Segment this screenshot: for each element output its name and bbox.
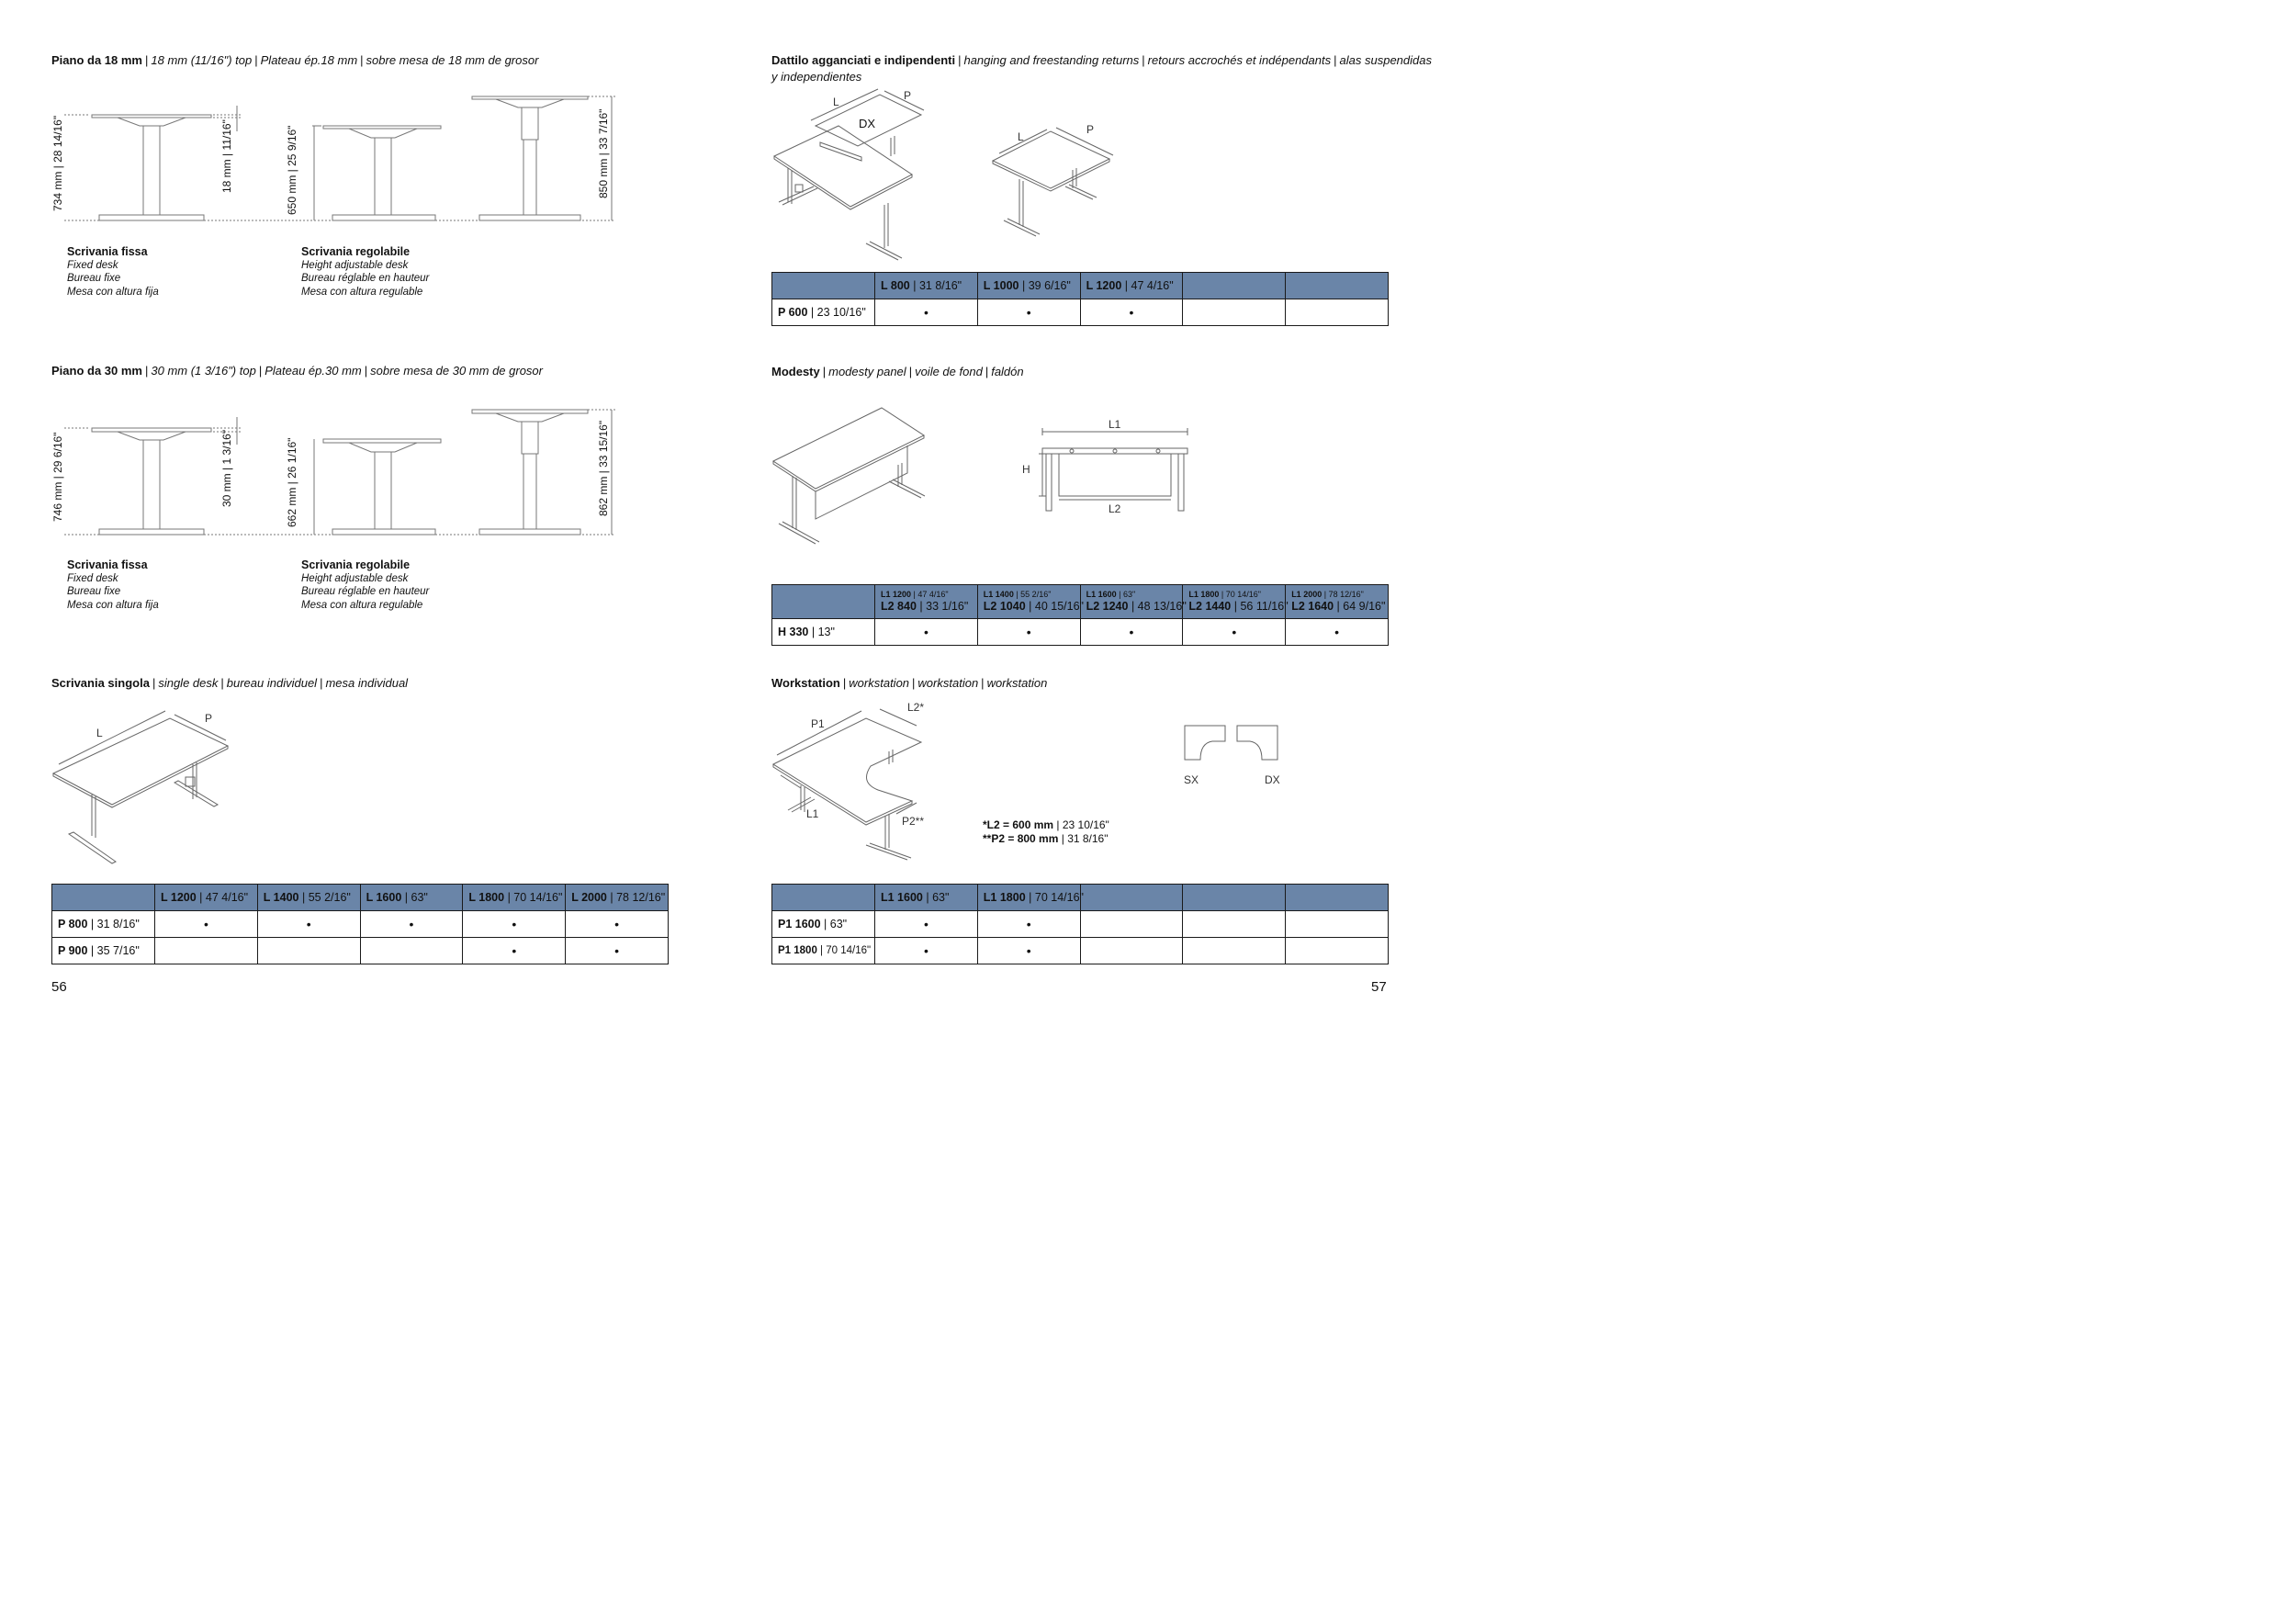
table-header-row <box>772 273 1389 299</box>
table-cell <box>1286 299 1389 326</box>
ws-label-L1: L1 <box>806 807 819 820</box>
desk-elevation-30mm-drawing <box>46 404 625 542</box>
section-title-workstation: Workstation | workstation | workstation | workstation <box>771 676 1048 690</box>
single-desk-label-L: L <box>96 727 103 739</box>
table-cell <box>1183 911 1286 938</box>
workstation-drawing <box>770 698 944 868</box>
caption-adjustable-desk-30: Scrivania regolabile Height adjustable desk Bureau réglable en hauteur Mesa con altura regulable <box>301 558 430 611</box>
table-cell: • <box>977 938 1080 964</box>
table-cell: • <box>1080 619 1183 646</box>
table-cell: • <box>875 619 978 646</box>
caption-adjustable-desk: Scrivania regolabile Height adjustable desk Bureau réglable en hauteur Mesa con altura regulable <box>301 245 430 298</box>
row-header: P 800 | 31 8/16" <box>52 911 155 938</box>
table-row <box>772 299 1389 326</box>
col-header: L 1000 | 39 6/16" <box>977 273 1080 299</box>
col-header: L1 1600 | 63" L2 1240 | 48 13/16" <box>1080 585 1183 619</box>
table-header-row <box>52 885 669 911</box>
col-header-empty <box>1286 273 1389 299</box>
orientation-sx-shape <box>1185 726 1225 760</box>
desk-elevation-18mm-drawing <box>46 87 625 234</box>
note-l2: *L2 = 600 mm | 23 10/16" <box>983 818 1109 831</box>
section-title-returns: Dattilo agganciati e indipendenti | hanging and freestanding returns | retours accrochés et indépendants | alas suspendidas <box>771 53 1432 67</box>
ws-label-DX: DX <box>1265 773 1280 786</box>
caption-fixed-desk: Scrivania fissa Fixed desk Bureau fixe Mesa con altura fija <box>67 245 159 298</box>
table-cell <box>1183 299 1286 326</box>
section-title-single-desk: Scrivania singola | single desk | bureau individuel | mesa individual <box>51 676 409 690</box>
col-header-empty <box>1080 885 1183 911</box>
ws-label-L2: L2* <box>907 701 925 714</box>
workstation-orientation-drawing <box>1180 721 1286 790</box>
col-header-empty <box>1183 273 1286 299</box>
row-header: P 600 | 23 10/16" <box>772 299 875 326</box>
page-number-left: 56 <box>51 979 67 995</box>
col-header: L 1200 | 47 4/16" <box>1080 273 1183 299</box>
table-cell <box>1183 938 1286 964</box>
returns-table <box>771 272 1389 326</box>
col-header: L1 1600 | 63" <box>875 885 978 911</box>
orientation-dx-shape <box>1237 726 1277 760</box>
table-row <box>52 911 669 938</box>
table-cell: • <box>463 938 566 964</box>
section-title-modesty: Modesty | modesty panel | voile de fond | faldón <box>771 365 1024 378</box>
returns-label-P: P <box>904 89 912 102</box>
col-header: L1 1200 | 47 4/16" L2 840 | 33 1/16" <box>875 585 978 619</box>
row-header: P 900 | 35 7/16" <box>52 938 155 964</box>
table-cell: • <box>463 911 566 938</box>
workstation-notes <box>983 818 1109 846</box>
table-cell <box>1080 938 1183 964</box>
row-header: P1 1800 | 70 14/16" <box>772 938 875 964</box>
dim-top-thickness-30: 30 mm | 1 3/16" <box>220 429 233 507</box>
dim-adj-min: 650 mm | 25 9/16" <box>286 125 298 215</box>
table-cell: • <box>257 911 360 938</box>
single-desk-label-P: P <box>205 712 213 725</box>
table-cell: • <box>566 911 669 938</box>
table-cell <box>360 938 463 964</box>
modesty-label-L1: L1 <box>1109 418 1121 431</box>
table-cell <box>155 938 258 964</box>
single-desk-drawing <box>46 707 248 868</box>
table-cell: • <box>875 911 978 938</box>
row-header: H 330 | 13" <box>772 619 875 646</box>
caption-fixed-desk-30: Scrivania fissa Fixed desk Bureau fixe Mesa con altura fija <box>67 558 159 611</box>
table-cell: • <box>1080 299 1183 326</box>
returns-label-L: L <box>833 96 839 108</box>
table-cell <box>1080 911 1183 938</box>
returns-free-label-P: P <box>1086 123 1095 136</box>
table-cell: • <box>1286 619 1389 646</box>
page-number-right: 57 <box>1371 979 1387 995</box>
modesty-label-L2: L2 <box>1109 502 1121 515</box>
section-title-30mm: Piano da 30 mm | 30 mm (1 3/16") top | Plateau ép.30 mm | sobre mesa de 30 mm de grosor <box>51 364 543 378</box>
table-row <box>52 938 669 964</box>
returns-free-label-L: L <box>1018 130 1024 143</box>
dim-adj-max: 850 mm | 33 7/16" <box>597 108 610 198</box>
table-cell: • <box>566 938 669 964</box>
table-cell: • <box>977 911 1080 938</box>
returns-label-DX: DX <box>859 117 876 130</box>
modesty-desk-drawing <box>770 404 935 551</box>
table-row <box>772 911 1389 938</box>
row-header: P1 1600 | 63" <box>772 911 875 938</box>
col-header: L 1400 | 55 2/16" <box>257 885 360 911</box>
col-header: L1 1800 | 70 14/16" <box>977 885 1080 911</box>
col-header: L 1200 | 47 4/16" <box>155 885 258 911</box>
note-p2: **P2 = 800 mm | 31 8/16" <box>983 832 1109 845</box>
table-header-row <box>772 585 1389 619</box>
table-row <box>772 619 1389 646</box>
col-header-empty <box>1183 885 1286 911</box>
table-cell: • <box>875 299 978 326</box>
col-header: L 2000 | 78 12/16" <box>566 885 669 911</box>
section-title-18mm: Piano da 18 mm | 18 mm (11/16") top | Plateau ép.18 mm | sobre mesa de 18 mm de grosor <box>51 53 539 67</box>
table-cell: • <box>875 938 978 964</box>
ws-label-P1: P1 <box>811 717 825 730</box>
dim-adj-min-30: 662 mm | 26 1/16" <box>286 437 298 527</box>
col-header: L 1600 | 63" <box>360 885 463 911</box>
table-cell: • <box>360 911 463 938</box>
ws-label-P2: P2** <box>902 815 925 828</box>
modesty-label-H: H <box>1022 463 1030 476</box>
col-header: L 800 | 31 8/16" <box>875 273 978 299</box>
col-header-empty <box>1286 885 1389 911</box>
dim-top-thickness: 18 mm | 11/16" <box>220 119 233 193</box>
col-header: L1 2000 | 78 12/16" L2 1640 | 64 9/16" <box>1286 585 1389 619</box>
dim-adj-max-30: 862 mm | 33 15/16" <box>597 420 610 516</box>
table-cell <box>1286 938 1389 964</box>
workstation-table <box>771 884 1389 964</box>
table-header-row <box>772 885 1389 911</box>
dim-fixed-height: 734 mm | 28 14/16" <box>51 115 64 211</box>
col-header: L1 1800 | 70 14/16" L2 1440 | 56 11/16" <box>1183 585 1286 619</box>
col-header: L 1800 | 70 14/16" <box>463 885 566 911</box>
modesty-table <box>771 584 1389 646</box>
table-row <box>772 938 1389 964</box>
returns-drawing <box>770 87 1137 266</box>
table-cell: • <box>977 299 1080 326</box>
section-subtitle-returns: y independientes <box>771 70 862 84</box>
table-cell: • <box>1183 619 1286 646</box>
ws-label-SX: SX <box>1184 773 1199 786</box>
table-cell: • <box>977 619 1080 646</box>
table-cell <box>1286 911 1389 938</box>
col-header: L1 1400 | 55 2/16" L2 1040 | 40 15/16" <box>977 585 1080 619</box>
table-cell: • <box>155 911 258 938</box>
table-cell <box>257 938 360 964</box>
dim-fixed-height-30: 746 mm | 29 6/16" <box>51 432 64 522</box>
single-desk-table <box>51 884 669 964</box>
modesty-front-drawing <box>1015 412 1208 522</box>
